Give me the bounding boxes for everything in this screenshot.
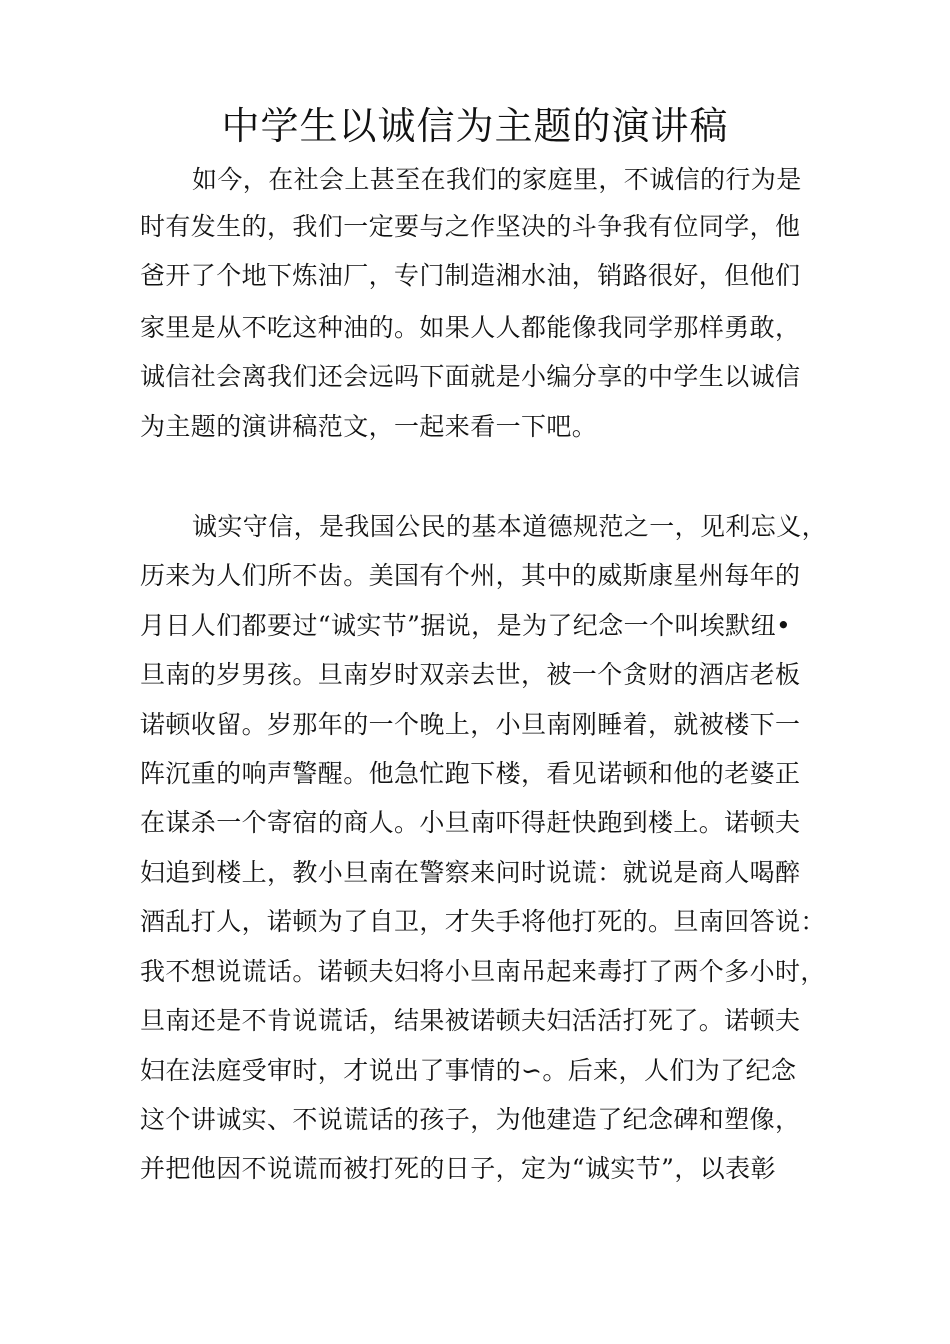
paragraph-1-line-3: 爸开了个地下炼油厂，专门制造湘水油，销路很好，但他们 [140,261,801,290]
paragraph-1-line-1: 如今，在社会上甚至在我们的家庭里，不诚信的行为是 [192,165,802,194]
paragraph-2-line-2: 历来为人们所不齿。美国有个州，其中的威斯康星州每年的 [140,561,801,590]
paragraph-1-line-4: 家里是从不吃这种油的。如果人人都能像我同学那样勇敢， [140,313,801,342]
paragraph-2-line-12: 妇在法庭受审时，才说出了事情的∽。后来，人们为了纪念 [140,1056,797,1085]
paragraph-2-line-4: 旦南的岁男孩。旦南岁时双亲去世，被一个贪财的酒店老板 [140,660,801,689]
paragraph-1-line-6: 为主题的演讲稿范文，一起来看一下吧。 [140,412,598,441]
paragraph-1-line-5: 诚信社会离我们还会远吗下面就是小编分享的中学生以诚信 [140,362,801,391]
paragraph-2-line-8: 妇追到楼上，教小旦南在警察来问时说谎：就说是商人喝醉 [140,858,801,887]
paragraph-2-line-6: 阵沉重的响声警醒。他急忙跑下楼，看见诺顿和他的老婆正 [140,759,801,788]
page-title: 中学生以诚信为主题的演讲稿 [221,104,729,148]
paragraph-2-line-10: 我不想说谎话。诺顿夫妇将小旦南吊起来毒打了两个多小时， [140,957,826,986]
paragraph-2-line-9: 酒乱打人，诺顿为了自卫，才失手将他打死的。旦南回答说： [140,907,826,936]
paragraph-1-line-2: 时有发生的，我们一定要与之作坚决的斗争我有位同学，他 [140,212,801,241]
paragraph-2-line-1: 诚实守信，是我国公民的基本道德规范之一，见利忘义， [192,512,828,541]
paragraph-2-line-14: 并把他因不说谎而被打死的日子，定为“诚实节”，以表彰 [140,1154,776,1183]
paragraph-2-line-11: 旦南还是不肯说谎话，结果被诺顿夫妇活活打死了。诺顿夫 [140,1006,801,1035]
paragraph-2-line-3: 月日人们都要过“诚实节”据说，是为了纪念一个叫埃默纽• [140,611,792,640]
paragraph-2-line-5: 诺顿收留。岁那年的一个晚上，小旦南刚睡着，就被楼下一 [140,710,801,739]
paragraph-2-line-13: 这个讲诚实、不说谎话的孩子，为他建造了纪念碑和塑像， [140,1105,801,1134]
paragraph-2-line-7: 在谋杀一个寄宿的商人。小旦南吓得赶快跑到楼上。诺顿夫 [140,808,801,837]
